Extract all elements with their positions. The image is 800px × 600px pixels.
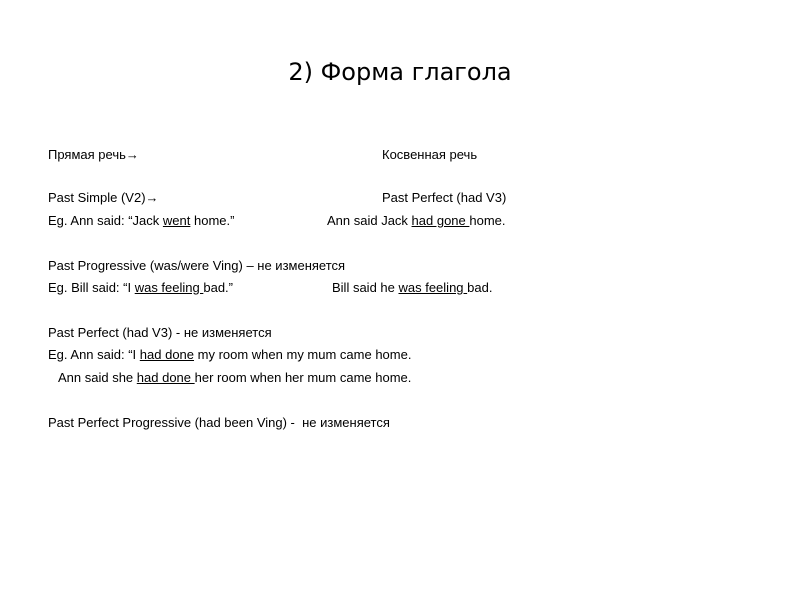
past-simple-label: Past Simple (V2)→ [48,190,159,205]
past-perfect-progressive-label: Past Perfect Progressive (had been Ving) - не изменяется [48,415,390,430]
example-past-progressive-indirect: Bill said he was feeling bad. [332,280,493,295]
example-past-simple-direct: Eg. Ann said: “Jack went home.” [48,213,235,228]
example-past-progressive-direct: Eg. Bill said: “I was feeling bad.” [48,280,233,295]
example-past-perfect-indirect: Ann said she had done her room when her mum came home. [58,370,412,385]
past-perfect-label: Past Perfect (had V3) [382,190,507,205]
example-past-simple-indirect: Ann said Jack had gone home. [327,213,506,228]
header-indirect-speech: Косвенная речь [382,147,478,162]
header-direct-speech: Прямая речь→ [48,147,139,162]
past-perfect-unchanged-label: Past Perfect (had V3) - не изменяется [48,325,272,340]
example-past-perfect-direct: Eg. Ann said: “I had done my room when my mum came home. [48,347,412,362]
slide-title: 2) Форма глагола [288,58,512,86]
past-progressive-label: Past Progressive (was/were Ving) – не изменяется [48,258,346,273]
